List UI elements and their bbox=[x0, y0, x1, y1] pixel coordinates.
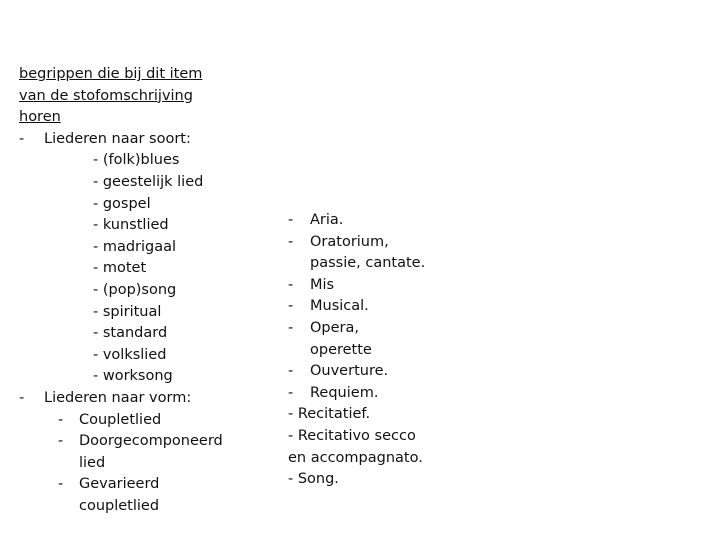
group-soort-header bbox=[19, 129, 249, 151]
list-item: - (folk)blues bbox=[93, 152, 180, 169]
list-item bbox=[288, 383, 468, 405]
list-item bbox=[288, 296, 468, 318]
list-item: - Recitativo secco bbox=[288, 427, 416, 444]
list-item-continuation bbox=[288, 340, 468, 362]
list-item-continuation bbox=[19, 496, 249, 518]
list-item: - standard bbox=[93, 325, 168, 342]
list-item bbox=[19, 474, 249, 496]
list-item-text: coupletlied bbox=[79, 497, 160, 514]
list-item-continuation bbox=[288, 253, 468, 275]
list-item bbox=[288, 275, 468, 297]
bullet-dash: - bbox=[58, 411, 64, 428]
bullet-dash: - bbox=[288, 363, 294, 380]
right-column bbox=[288, 210, 468, 491]
list-item-text: operette bbox=[310, 341, 372, 358]
list-item-text: lied bbox=[79, 454, 106, 471]
group-vorm-label: Liederen naar vorm: bbox=[44, 389, 192, 406]
bullet-dash: - bbox=[58, 476, 64, 493]
list-item bbox=[288, 318, 468, 340]
list-item: - worksong bbox=[93, 368, 173, 385]
list-item-continuation: en accompagnato. bbox=[288, 449, 423, 466]
list-item-text: Mis bbox=[310, 276, 335, 293]
list-item: - geestelijk lied bbox=[93, 173, 204, 190]
list-item: - madrigaal bbox=[93, 238, 177, 255]
bullet-dash: - bbox=[288, 298, 294, 315]
list-item: - spiritual bbox=[93, 303, 162, 320]
bullet-dash: - bbox=[288, 212, 294, 228]
list-item: - motet bbox=[93, 260, 147, 277]
list-item: - volkslied bbox=[93, 346, 167, 363]
list-item-text: Opera, bbox=[310, 319, 359, 336]
group-soort-label: Liederen naar soort: bbox=[44, 130, 191, 147]
left-column bbox=[19, 64, 249, 517]
list-item-text: Requiem. bbox=[310, 384, 379, 401]
list-item: - Song. bbox=[288, 471, 339, 488]
bullet-dash: - bbox=[288, 384, 294, 401]
heading-line-1: begrippen die bij dit item bbox=[19, 66, 203, 82]
group-vorm-header bbox=[19, 388, 249, 410]
heading-line-3: horen bbox=[19, 109, 61, 126]
list-item bbox=[19, 431, 249, 453]
list-item-text: Doorgecomponeerd bbox=[79, 433, 223, 450]
list-item: - gospel bbox=[93, 195, 151, 212]
list-item-continuation bbox=[19, 453, 249, 475]
list-item-text: passie, cantate. bbox=[310, 255, 426, 272]
list-item-text: Aria. bbox=[310, 212, 344, 228]
list-item bbox=[288, 361, 468, 383]
list-item-text: Ouverture. bbox=[310, 363, 389, 380]
bullet-dash: - bbox=[288, 319, 294, 336]
list-item bbox=[19, 410, 249, 432]
bullet-dash: - bbox=[288, 233, 294, 250]
list-item-text: Coupletlied bbox=[79, 411, 162, 428]
list-item bbox=[288, 210, 468, 232]
list-item bbox=[288, 232, 468, 254]
heading-line-2: van de stofomschrijving bbox=[19, 87, 193, 104]
bullet-dash: - bbox=[19, 130, 25, 147]
list-item-text: Gevarieerd bbox=[79, 476, 160, 493]
list-item: - Recitatief. bbox=[288, 406, 371, 423]
list-item: - (pop)song bbox=[93, 281, 177, 298]
list-item-text: Oratorium, bbox=[310, 233, 389, 250]
list-item: - kunstlied bbox=[93, 217, 169, 234]
bullet-dash: - bbox=[19, 389, 25, 406]
list-item-text: Musical. bbox=[310, 298, 369, 315]
bullet-dash: - bbox=[288, 276, 294, 293]
bullet-dash: - bbox=[58, 433, 64, 450]
